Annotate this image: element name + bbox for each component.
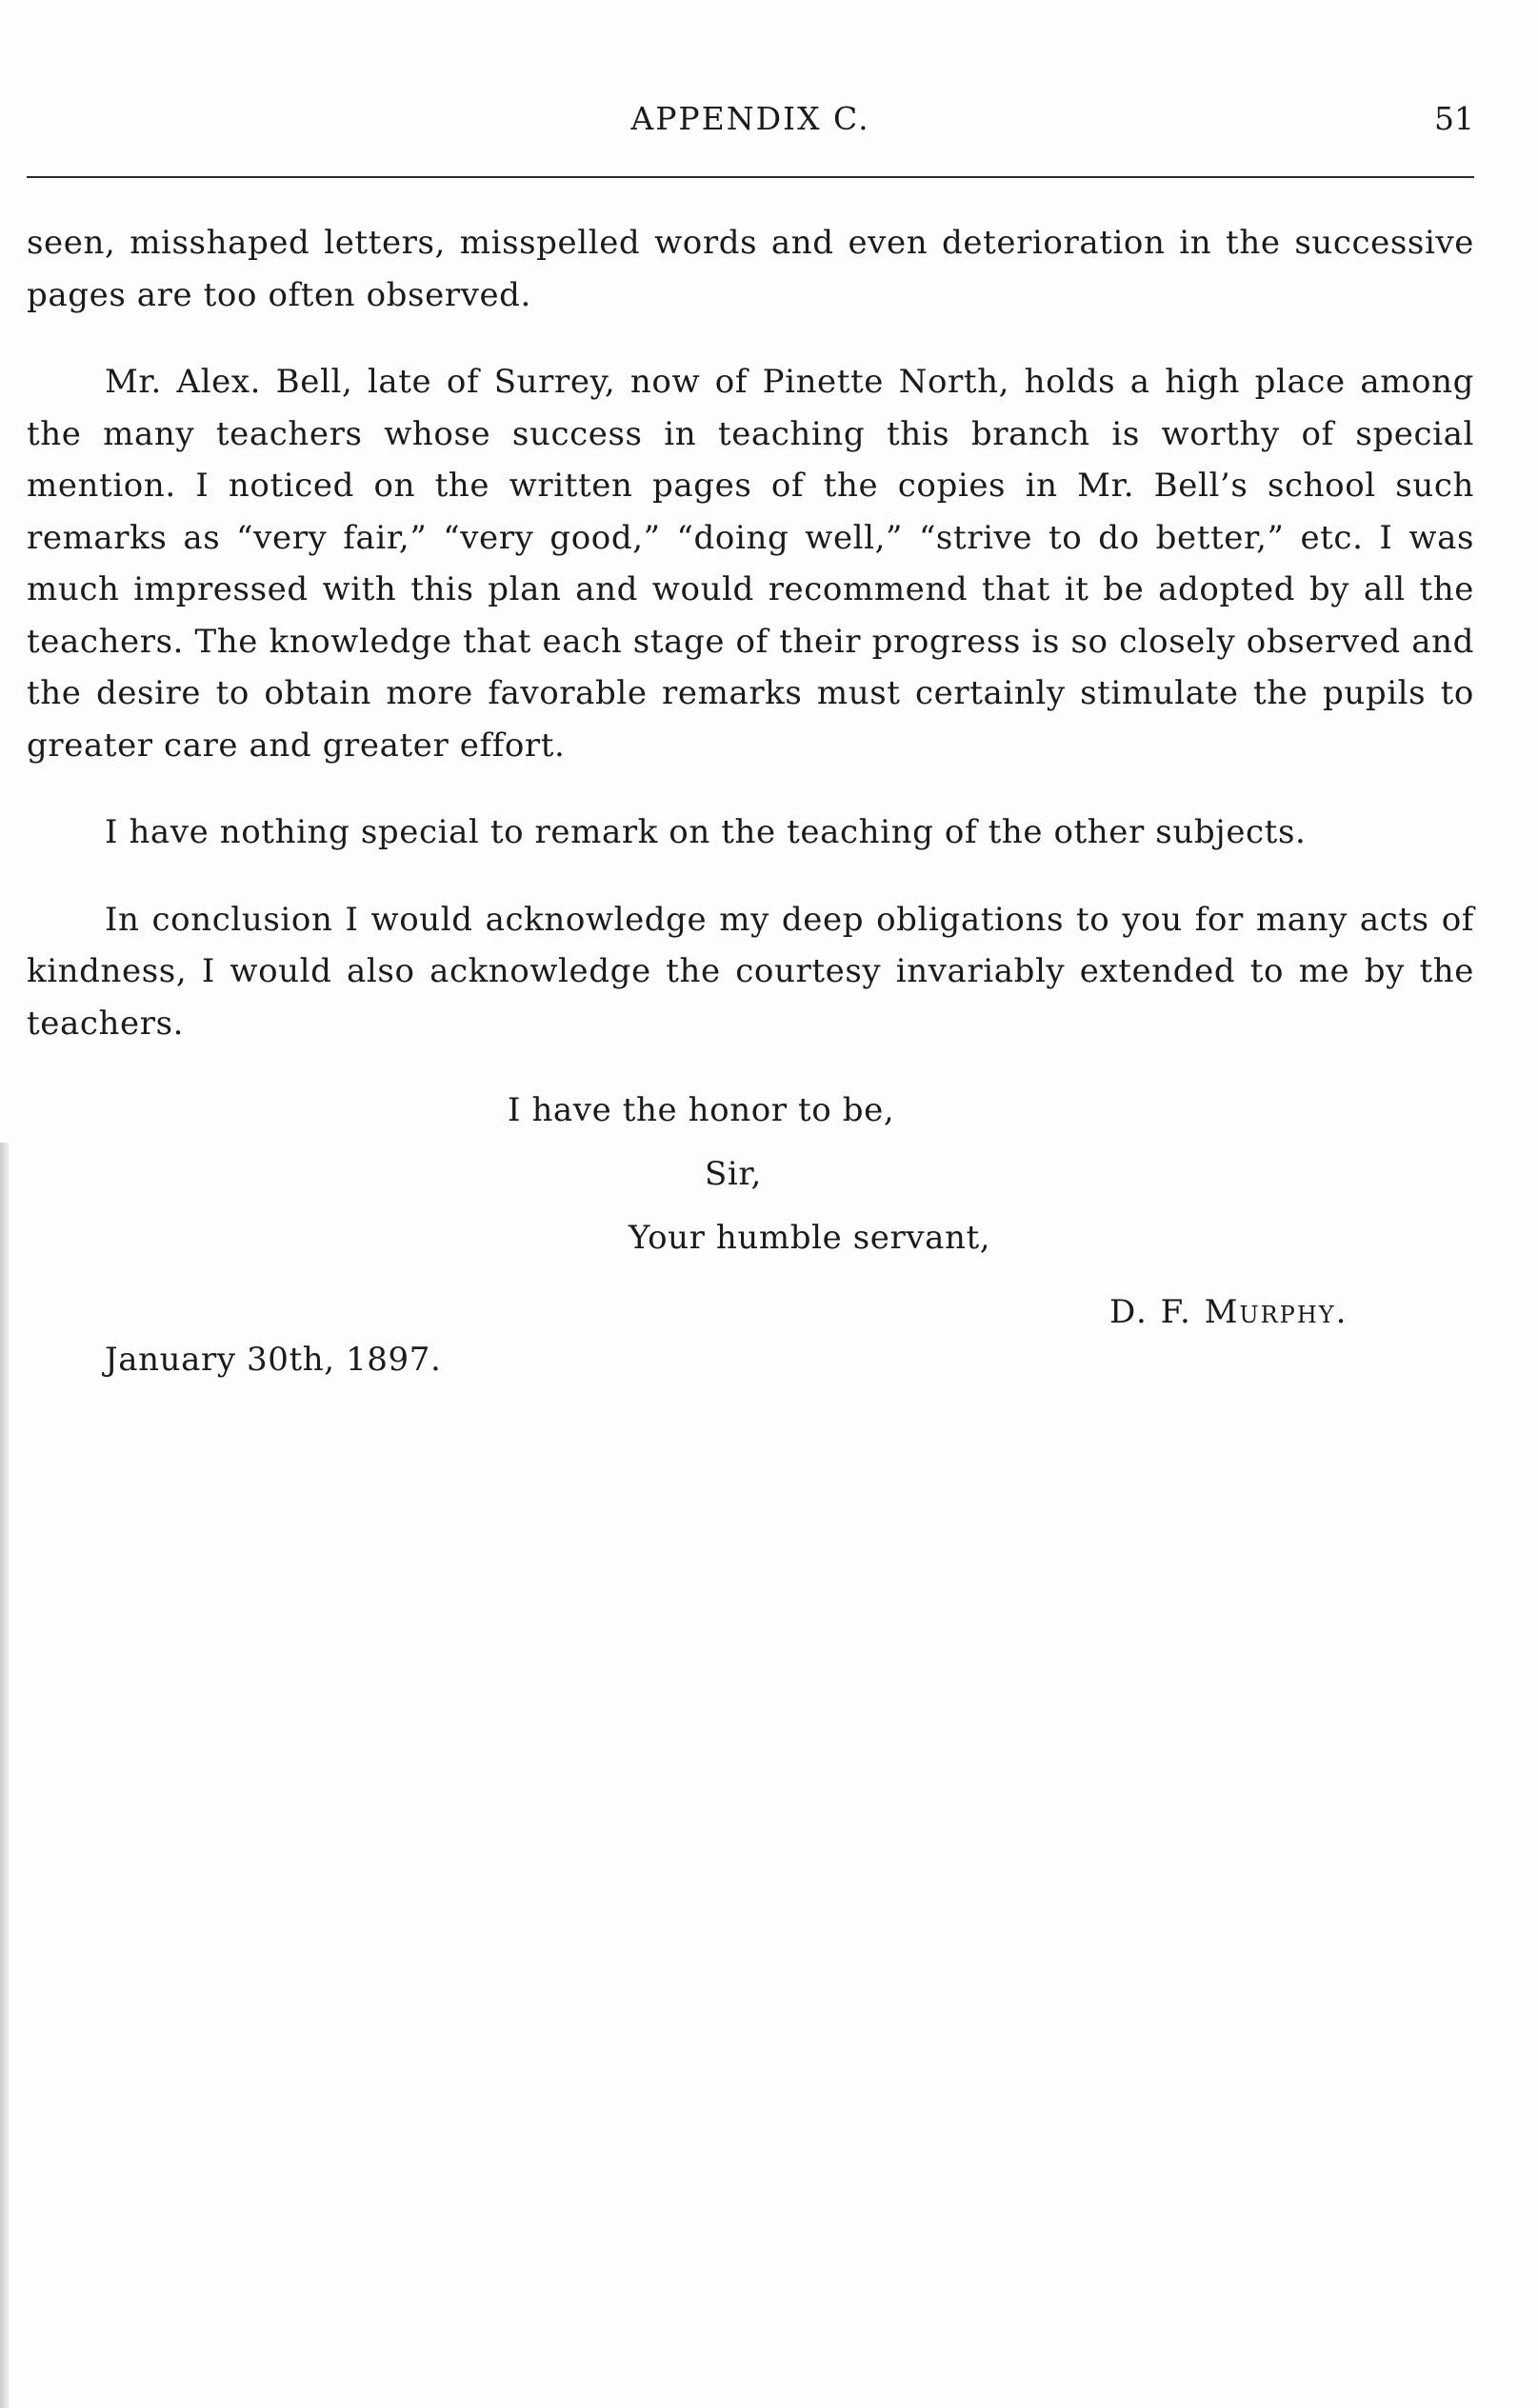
- closing-salutation: Sir,: [705, 1155, 762, 1193]
- body-text: [27, 217, 1474, 1085]
- closing-honor-line: I have the honor to be,: [508, 1091, 895, 1129]
- paragraph-continued: seen, misshaped letters, misspelled words and even deterioration in the successive pages are too often observed.: [27, 224, 1474, 314]
- paragraph-bell: Mr. Alex. Bell, late of Surrey, now of Pinette North, holds a high place among the many teachers whose success in teaching this branch is worthy of special mention. I noticed on the written pages of the copies in Mr. Bell’s school such remarks as “very fair,” “very good,” “doing well,” “strive to do better,” etc. I was much impressed with this plan and would recommend that it be adopted by all the teachers. The knowledge that each stage of their progress is so closely observed and the desire to obtain more favorable remarks must certainly stimulate the pupils to greater care and greater effort.: [27, 363, 1474, 765]
- header-title: APPENDIX C.: [630, 100, 870, 137]
- paragraph-other-subjects: I have nothing special to remark on the teaching of the other subjects.: [105, 813, 1307, 851]
- paragraph-conclusion: In conclusion I would acknowledge my deep obligations to you for many acts of kindness, I would also acknowledge the courtesy invariably extended to me by the teachers.: [27, 900, 1474, 1043]
- signature: D. F. Murphy.: [1109, 1293, 1348, 1331]
- page-number: 51: [1434, 100, 1474, 137]
- closing-servant-line: Your humble servant,: [629, 1219, 991, 1257]
- letter-date: January 30th, 1897.: [105, 1341, 442, 1379]
- page-edge-shadow: [0, 1143, 10, 2408]
- running-header: [27, 100, 1474, 148]
- header-rule: [27, 176, 1474, 178]
